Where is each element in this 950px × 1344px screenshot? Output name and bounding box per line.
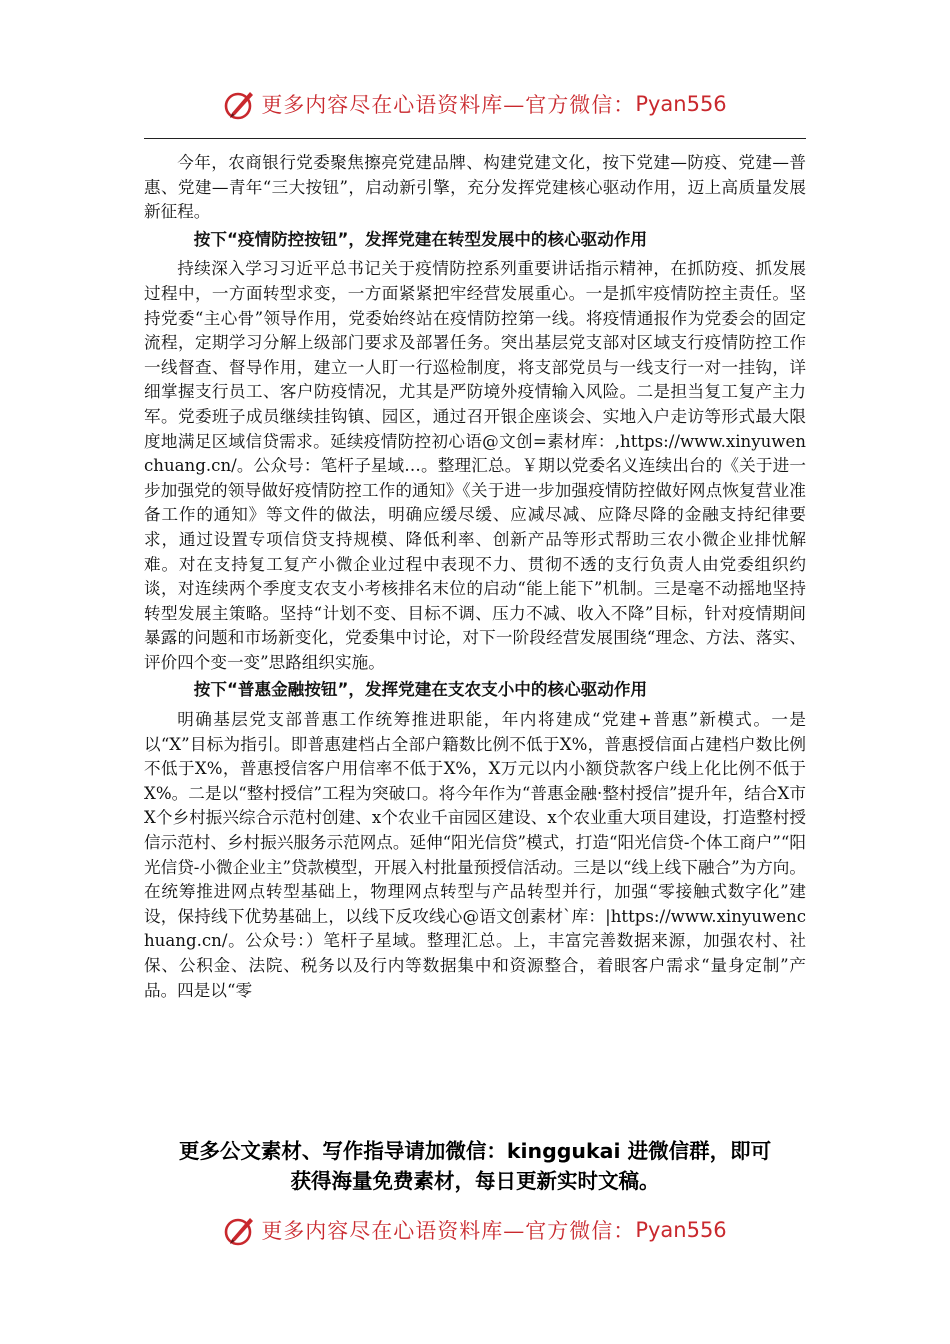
header-divider: [144, 138, 806, 139]
section2-heading: 按下“普惠金融按钮”，发挥党建在支农支小中的核心驱动作用: [193, 680, 648, 700]
footer-banner-text: 更多内容尽在心语资料库—官方微信：: [261, 1219, 636, 1243]
section2-paragraph: 明确基层党支部普惠工作统筹推进职能，年内将建成“党建+普惠”新模式。一是以“X”目标为指引。即普惠建档占全部户籍数比例不低于X%，普惠授信面占建档户数比例不低于X%，普惠授信客户用信率不低于X%，X万元以内小额贷款客户线上化比例不低于X%。二是以“整村授信”工程为突破口。将今年作为“普惠金融·整村授信”提升年，结合X市X个乡村振兴综合示范村创建、x个农业千亩园区建设、x个农业重大项目建设，打造整村授信示范村、乡村振兴服务示范网点。延伸“阳光信贷”模式，打造“阳光信贷-个体工商户”“阳光信贷-小微企业主”贷款模型，开展入村批量预授信活动。三是以“线上线下融合”为方向。在统筹推进网点转型基础上，物理网点转型与产品转型并行，加强“零接触式数字化”建设，保持线下优势基础上，以线下反攻线心@语文创素材`库：|https://www.xinyuwenchuang.cn/。公众号：）笔杆子星域。整理汇总。上，丰富完善数据来源，加强农村、社保、公积金、法院、税务以及行内等数据集中和资源整合，着眼客户需求“量身定制”产品。四是以“零: [144, 710, 806, 1000]
footer-banner-contact: Pyan556: [635, 1218, 727, 1242]
header-banner: [0, 82, 950, 126]
pen-logo-icon: [223, 1213, 257, 1247]
banner-contact: Pyan556: [635, 92, 727, 116]
pen-logo-icon: [223, 87, 257, 121]
promo-line-2: 获得海量免费素材，每日更新实时文稿。: [290, 1169, 660, 1193]
banner-text: 更多内容尽在心语资料库—官方微信：: [261, 93, 636, 117]
section1-heading: 按下“疫情防控按钮”，发挥党建在转型发展中的核心驱动作用: [193, 229, 648, 249]
footer-banner: [0, 1208, 950, 1252]
article-body: [144, 151, 806, 1005]
promo-notice: [100, 1136, 850, 1196]
promo-line-1: 更多公文素材、写作指导请加微信：kinggukai 进微信群，即可: [178, 1139, 772, 1163]
section1-paragraph: 持续深入学习习近平总书记关于疫情防控系列重要讲话指示精神，在抓防疫、抓发展过程中，一方面转型求变，一方面紧紧把牢经营发展重心。一是抓牢疫情防控主责任。坚持党委“主心骨”领导作用，党委始终站在疫情防控第一线。将疫情通报作为党委会的固定流程，定期学习分解上级部门要求及部署任务。突出基层党支部对区域支行疫情防控工作一线督查、督导作用，建立一人盯一行巡检制度，将支部党员与一线支行一对一挂钩，详细掌握支行员工、客户防疫情况，尤其是严防境外疫情输入风险。二是担当复工复产主力军。党委班子成员继续挂钩镇、园区，通过召开银企座谈会、实地入户走访等形式最大限度地满足区域信贷需求。延续疫情防控初心语@文创=素材库：,https://www.xinyuwenchuang.cn/。公众号：笔杆子星域…。整理汇总。￥期以党委名义连续出台的《关于进一步加强党的领导做好疫情防控工作的通知》《关于进一步加强疫情防控做好网点恢复营业准备工作的通知》等文件的做法，明确应缓尽缓、应减尽减、应降尽降的金融支持纪律要求，通过设置专项信贷支持规模、降低利率、创新产品等形式帮助三农小微企业排忧解难。对在支持复工复产小微企业过程中表现不力、贯彻不透的支行负责人由党委组织约谈，对连续两个季度支农支小考核排名末位的启动“能上能下”机制。三是毫不动摇地坚持转型发展主策略。坚持“计划不变、目标不调、压力不减、收入不降”目标，针对疫情期间暴露的问题和市场新变化，党委集中讨论，对下一阶段经营发展围绕“理念、方法、落实、评价四个变一变”思路组织实施。: [144, 259, 806, 672]
intro-paragraph: 今年，农商银行党委聚焦擦亮党建品牌、构建党建文化，按下党建—防疫、党建—普惠、党建—青年“三大按钮”，启动新引擎，充分发挥党建核心驱动作用，迈上高质量发展新征程。: [144, 153, 806, 222]
